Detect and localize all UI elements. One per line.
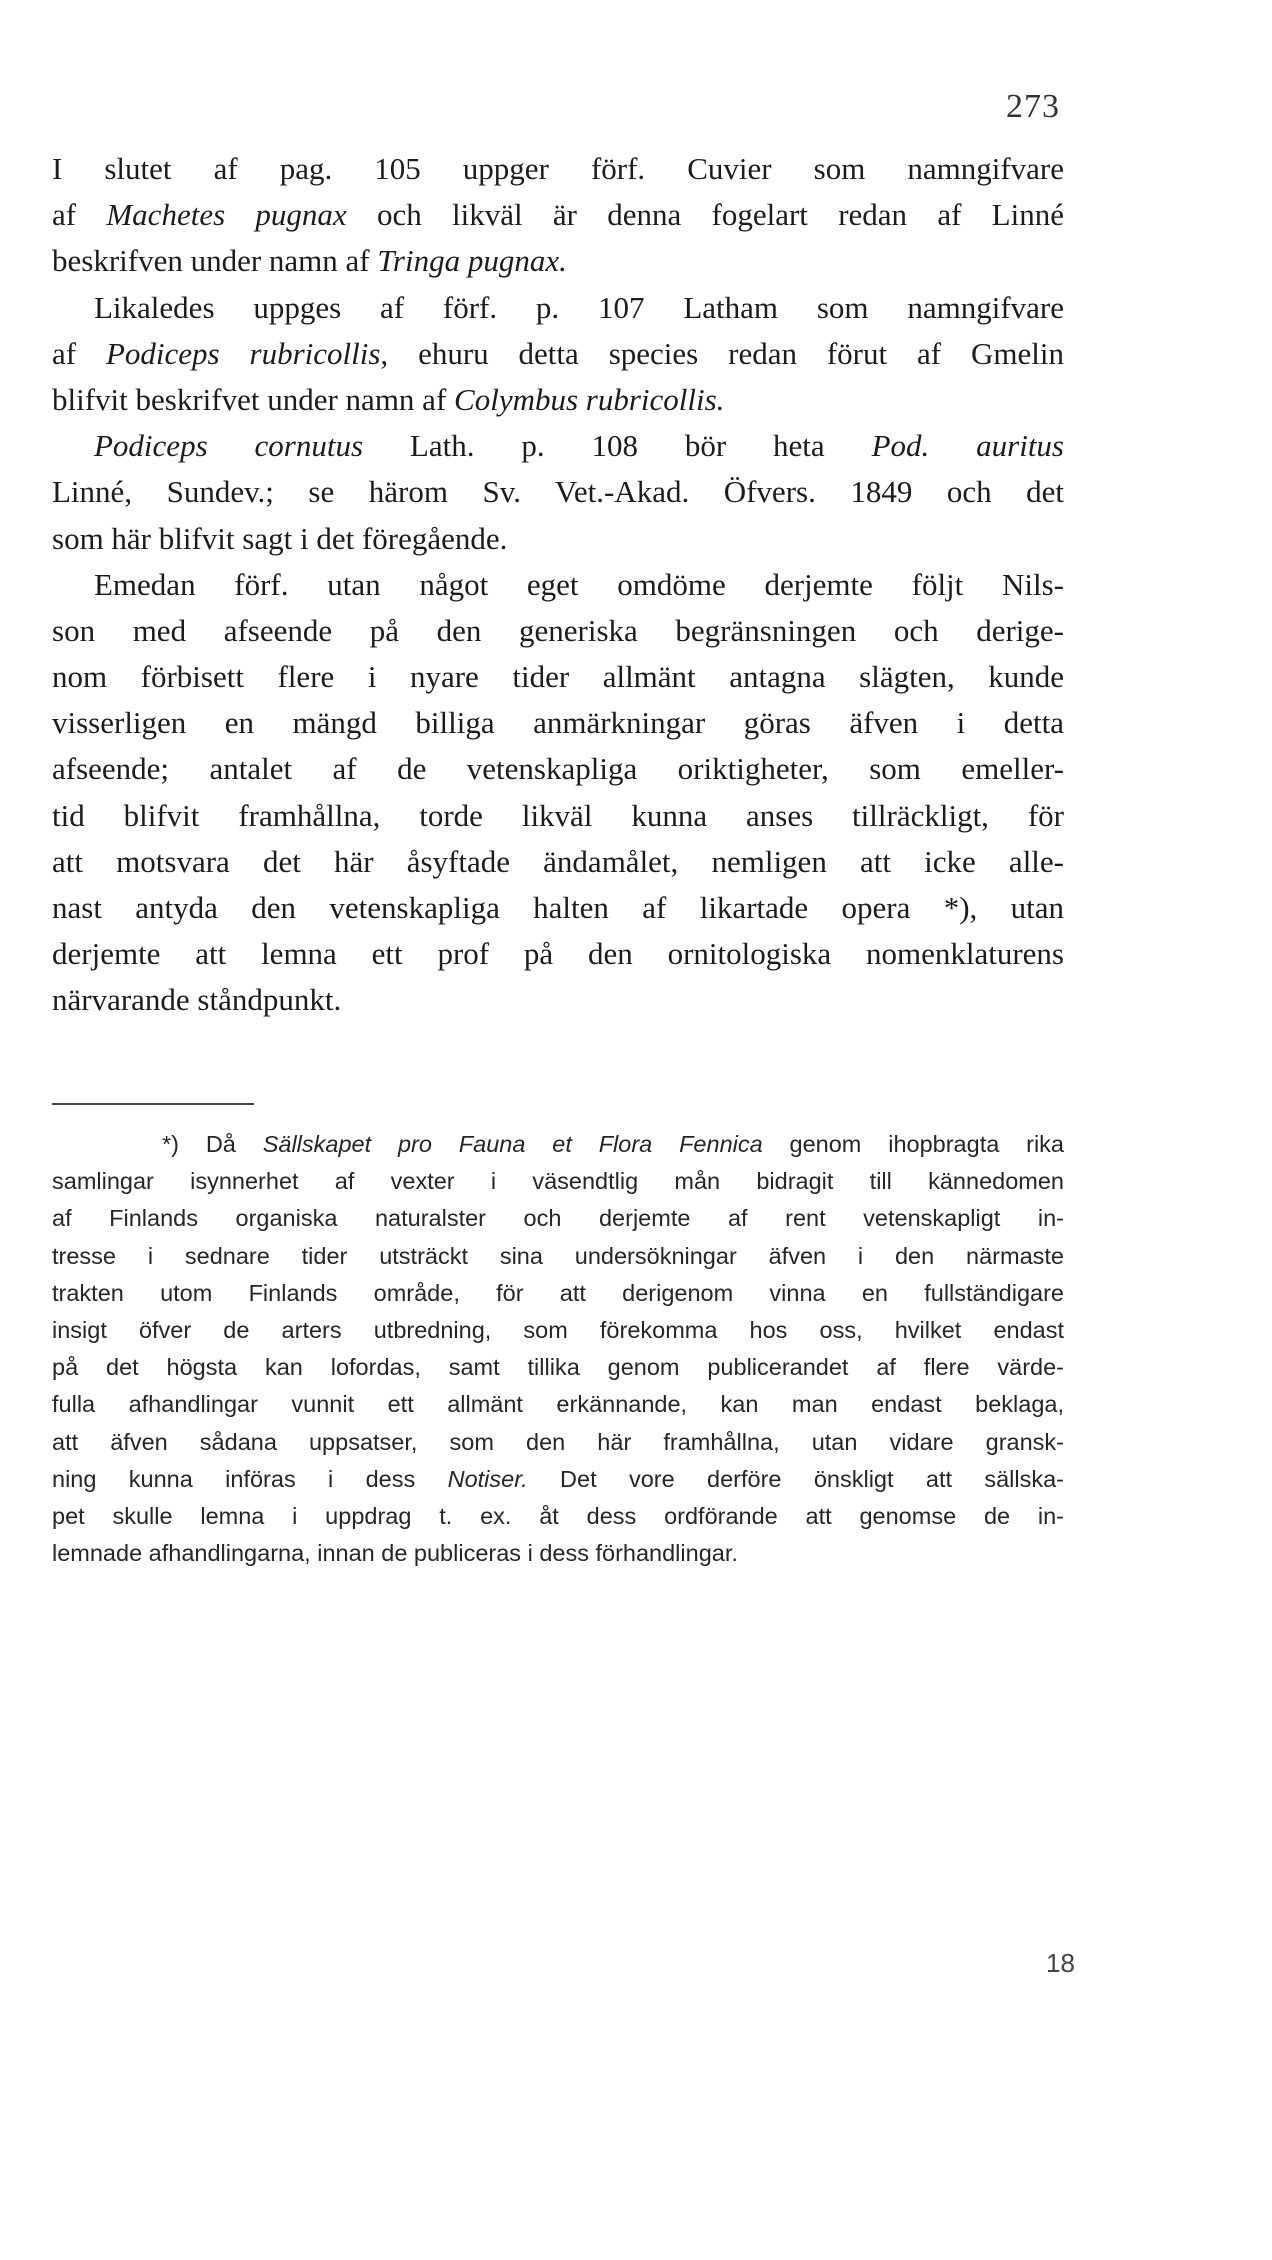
- text-run: fulla afhandlingar vunnit ett allmänt erkännande, kan man endast beklaga,: [52, 1391, 1064, 1418]
- text-run: Emedan förf. utan något eget omdöme derjemte följt Nils-: [94, 566, 1064, 602]
- italic-term: Machetes pugnax: [106, 197, 347, 233]
- text-run: tresse i sednare tider utsträckt sina undersökningar äfven i den närmaste: [52, 1242, 1064, 1269]
- main-text-line: [52, 285, 1064, 331]
- main-text-line: [52, 654, 1064, 700]
- text-run: insigt öfver de arters utbredning, som förekomma hos oss, hvilket endast: [52, 1316, 1064, 1343]
- text-run: Likaledes uppges af förf. p. 107 Latham som namngifvare: [94, 289, 1064, 325]
- text-run: Lath. p. 108 bör heta: [363, 428, 872, 464]
- text-run: I slutet af pag. 105 uppger förf. Cuvier som namngifvare: [52, 151, 1064, 186]
- footnote-line: [52, 1163, 1064, 1200]
- text-run: blifvit beskrifvet under namn af: [52, 381, 455, 417]
- footnote-line: [52, 1312, 1064, 1349]
- text-run: derjemte att lemna ett prof på den ornitologiska nomenklaturens: [52, 936, 1064, 972]
- text-run: afseende; antalet af de vetenskapliga oriktigheter, som emeller-: [52, 751, 1064, 787]
- text-run: beskrifven under namn af: [52, 243, 378, 279]
- text-run: närvarande ståndpunkt.: [52, 982, 342, 1018]
- italic-term: Colymbus rubricollis.: [454, 381, 725, 417]
- footnote-line: [52, 1275, 1064, 1312]
- text-run: på det högsta kan lofordas, samt tillika genom publicerandet af flere värde-: [52, 1354, 1064, 1381]
- text-run: genom ihopbragta rika: [762, 1131, 1064, 1157]
- text-run: af: [52, 197, 107, 233]
- text-run: nom förbisett flere i nyare tider allmänt antagna slägten, kunde: [52, 659, 1064, 695]
- italic-term: Sällskapet pro Fauna et Flora Fennica: [262, 1131, 763, 1157]
- footnote-line: [52, 1126, 1064, 1163]
- text-run: af Finlands organiska naturalster och derjemte af rent vetenskapligt in-: [52, 1205, 1064, 1232]
- footnote: [52, 1126, 1064, 1572]
- page-number: 273: [1006, 88, 1060, 125]
- text-run: att äfven sådana uppsatser, som den här framhållna, utan vidare gransk-: [52, 1428, 1064, 1455]
- main-text-line: [52, 238, 1064, 284]
- italic-term: Podiceps cornutus: [94, 428, 364, 464]
- main-text-line: [52, 146, 1064, 192]
- footnote-line: [52, 1498, 1064, 1535]
- main-text-line: [52, 423, 1064, 469]
- footnote-line: [52, 1238, 1064, 1275]
- text-run: nast antyda den vetenskapliga halten af likartade opera *), utan: [52, 890, 1064, 925]
- main-text-line: [52, 931, 1064, 977]
- main-text-line: [52, 331, 1064, 377]
- italic-term: Tringa pugnax.: [377, 243, 567, 279]
- italic-term: Pod. auritus: [871, 428, 1064, 464]
- text-run: att motsvara det här åsyftade ändamålet, nemligen att icke alle-: [52, 843, 1064, 879]
- italic-term: Notiser.: [447, 1465, 528, 1492]
- text-run: samlingar isynnerhet af vexter i väsendtlig mån bidragit till kännedomen: [52, 1168, 1064, 1195]
- text-run: och likväl är denna fogelart redan af Linné: [346, 197, 1064, 233]
- footnote-line: [52, 1200, 1064, 1237]
- main-text-line: [52, 608, 1064, 654]
- text-run: visserligen en mängd billiga anmärkningar göras äfven i detta: [52, 705, 1064, 741]
- text-run: son med afseende på den generiska begränsningen och derige-: [52, 612, 1064, 648]
- text-run: trakten utom Finlands område, för att derigenom vinna en fullständigare: [52, 1279, 1064, 1306]
- text-run: tid blifvit framhållna, torde likväl kunna anses tillräckligt, för: [52, 797, 1064, 833]
- text-run: pet skulle lemna i uppdrag t. ex. åt dess ordförande att genomse de in-: [52, 1502, 1064, 1529]
- italic-term: Podiceps rubricollis: [105, 335, 381, 371]
- main-text-line: [52, 793, 1064, 839]
- main-text-line: [52, 516, 1064, 562]
- main-text-line: [52, 700, 1064, 746]
- footnote-line: [52, 1424, 1064, 1461]
- text-run: som här blifvit sagt i det föregående.: [52, 520, 508, 556]
- main-text-line: [52, 469, 1064, 515]
- text-run: Det vore derföre önskligt att sällska-: [527, 1465, 1065, 1492]
- text-run: ning kunna införas i dess: [52, 1465, 448, 1492]
- main-text-line: [52, 885, 1064, 931]
- footnote-line: [52, 1386, 1064, 1423]
- footnote-line: [52, 1349, 1064, 1386]
- footnote-rule: [52, 1103, 254, 1105]
- text-run: , ehuru detta species redan förut af Gmelin: [380, 335, 1064, 371]
- footnote-line: [52, 1535, 1064, 1572]
- main-text-line: [52, 746, 1064, 792]
- signature-mark: 18: [1046, 1948, 1075, 1978]
- main-text-line: [52, 839, 1064, 885]
- text-run: *) Då: [162, 1131, 263, 1157]
- main-text-line: [52, 377, 1064, 423]
- main-text-line: [52, 977, 1064, 1023]
- footnote-line: [52, 1461, 1064, 1498]
- main-text-line: [52, 562, 1064, 608]
- main-text: [52, 146, 1064, 1024]
- text-run: af: [52, 335, 106, 371]
- text-run: Linné, Sundev.; se härom Sv. Vet.-Akad. Öfvers. 1849 och det: [52, 474, 1064, 510]
- main-text-line: [52, 192, 1064, 238]
- text-run: lemnade afhandlingarna, innan de publiceras i dess förhandlingar.: [52, 1540, 738, 1567]
